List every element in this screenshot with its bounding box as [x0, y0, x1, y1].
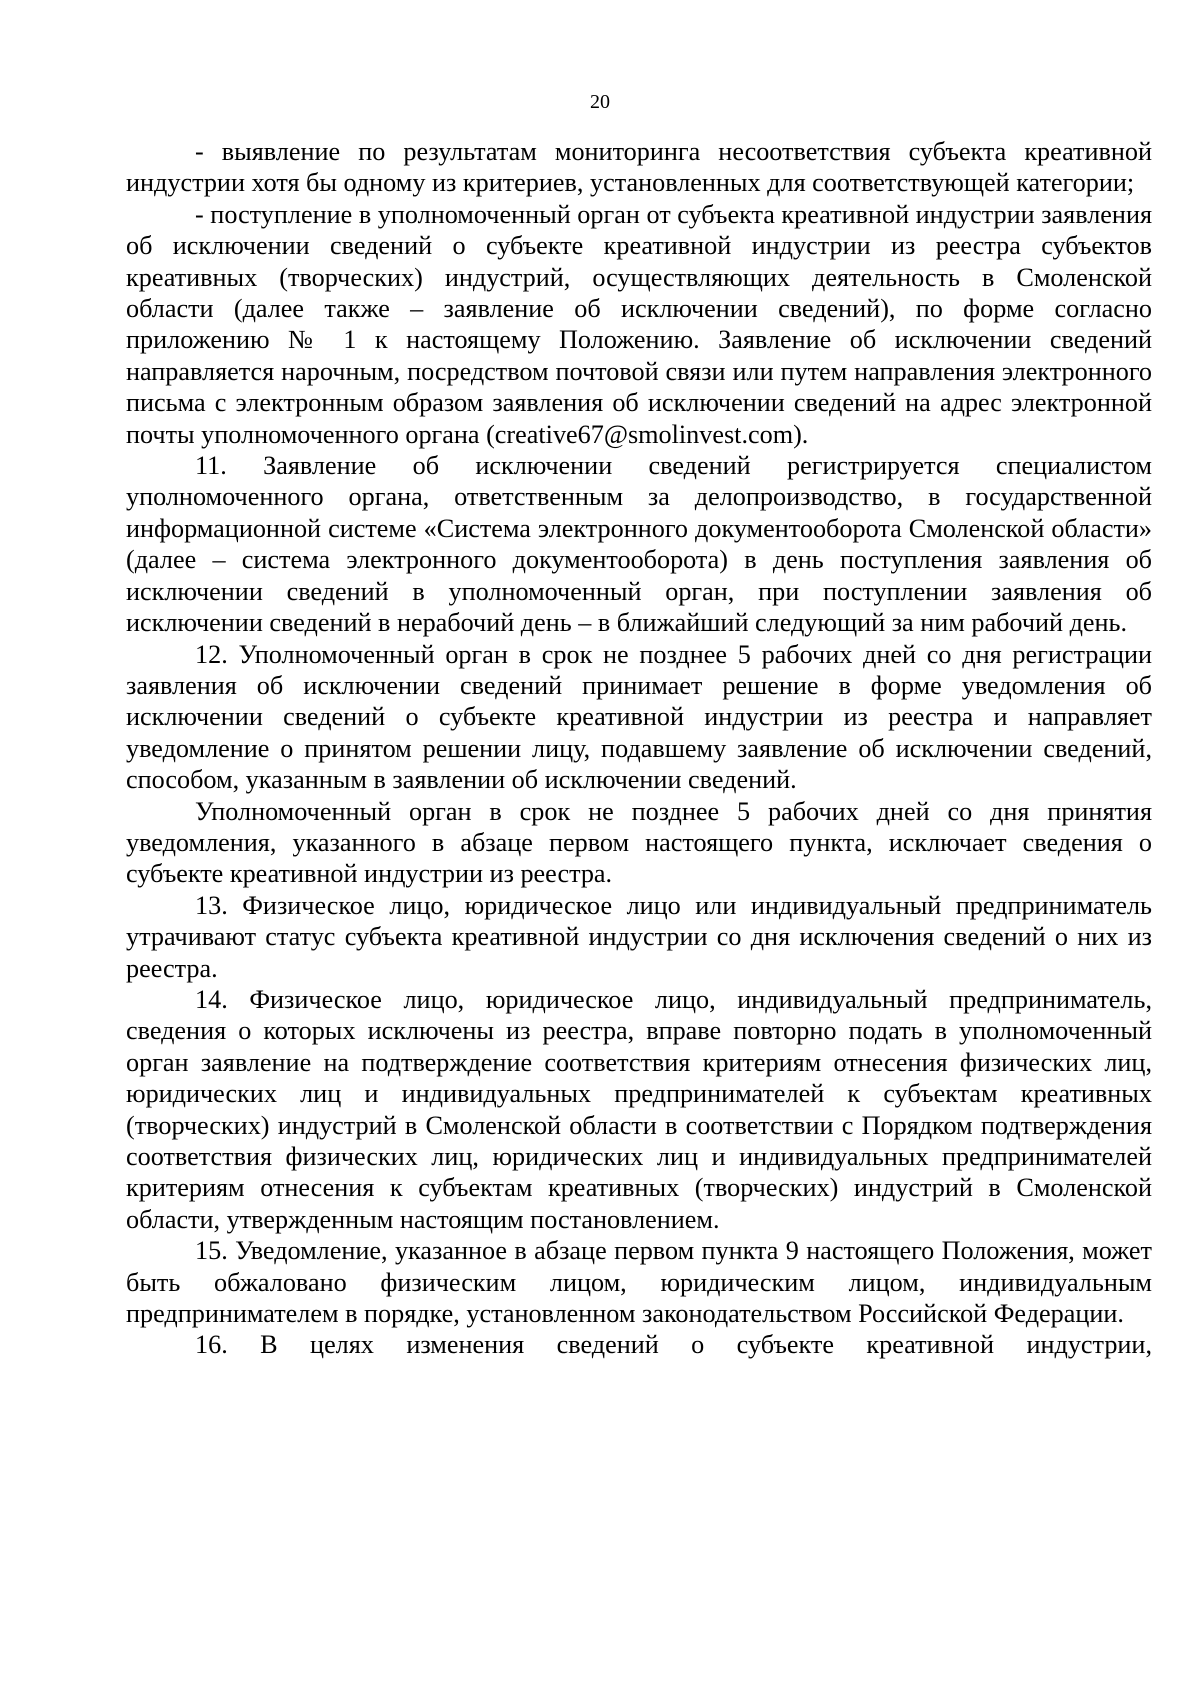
paragraph-exclusion-application: - поступление в уполномоченный орган от субъекта креативной индустрии заявления об исключении сведений о субъекте креативной индустрии из реестра субъектов креативных (творческих) индустрий, осуществляющих деятельность в Смоленской области (далее также – заявление об исключении сведений), по форме согласно приложению № 1 к настоящему Положению. Заявление об исключении сведений направляется нарочным, посредством почтовой связи или путем направления электронного письма с электронным образом заявления об исключении сведений на адрес электронной почты уполномоченного органа (creative67@smolinvest.com). — [126, 199, 1152, 449]
paragraph-item-15: 15. Уведомление, указанное в абзаце первом пункта 9 настоящего Положения, может быть обжаловано физическим лицом, юридическим лицом, индивидуальным предпринимателем в порядке, установленном законодательством Российской Федерации. — [126, 1236, 1152, 1329]
paragraph-monitoring-mismatch: - выявление по результатам мониторинга несоответствия субъекта креативной индустрии хотя бы одному из критериев, установленных для соответствующей категории; — [126, 137, 1152, 198]
paragraph-item-12: 12. Уполномоченный орган в срок не позднее 5 рабочих дней со дня регистрации заявления об исключении сведений принимает решение в форме уведомления об исключении сведений о субъекте креативной индустрии из реестра и направляет уведомление о принятом решении лицу, подавшему заявление об исключении сведений, способом, указанным в заявлении об исключении сведений. — [126, 639, 1152, 795]
paragraph-item-12-part-2: Уполномоченный орган в срок не позднее 5 рабочих дней со дня принятия уведомления, указанного в абзаце первом настоящего пункта, исключает сведения о субъекте креативной индустрии из реестра. — [126, 796, 1152, 889]
paragraph-item-13: 13. Физическое лицо, юридическое лицо или индивидуальный предприниматель утрачивают статус субъекта креативной индустрии со дня исключения сведений о них из реестра. — [126, 890, 1152, 983]
document-body — [126, 136, 1152, 1361]
paragraph-item-14: 14. Физическое лицо, юридическое лицо, индивидуальный предприниматель, сведения о которых исключены из реестра, вправе повторно подать в уполномоченный орган заявление на подтверждение соответствия критериям отнесения физических лиц, юридических лиц и индивидуальных предпринимателей к субъектам креативных (творческих) индустрий в Смоленской области в соответствии с Порядком подтверждения соответствия физических лиц, юридических лиц и индивидуальных предпринимателей критериям отнесения к субъектам креативных (творческих) индустрий в Смоленской области, утвержденным настоящим постановлением. — [126, 984, 1152, 1234]
paragraph-item-11: 11. Заявление об исключении сведений регистрируется специалистом уполномоченного органа, ответственным за делопроизводство, в государственной информационной системе «Система электронного документооборота Смоленской области» (далее – система электронного документооборота) в день поступления заявления об исключении сведений в уполномоченный орган, при поступлении заявления об исключении сведений в нерабочий день – в ближайший следующий за ним рабочий день. — [126, 451, 1152, 638]
paragraph-item-16: 16. В целях изменения сведений о субъекте креативной индустрии, — [195, 1330, 1152, 1360]
page-number: 20 — [590, 91, 610, 113]
